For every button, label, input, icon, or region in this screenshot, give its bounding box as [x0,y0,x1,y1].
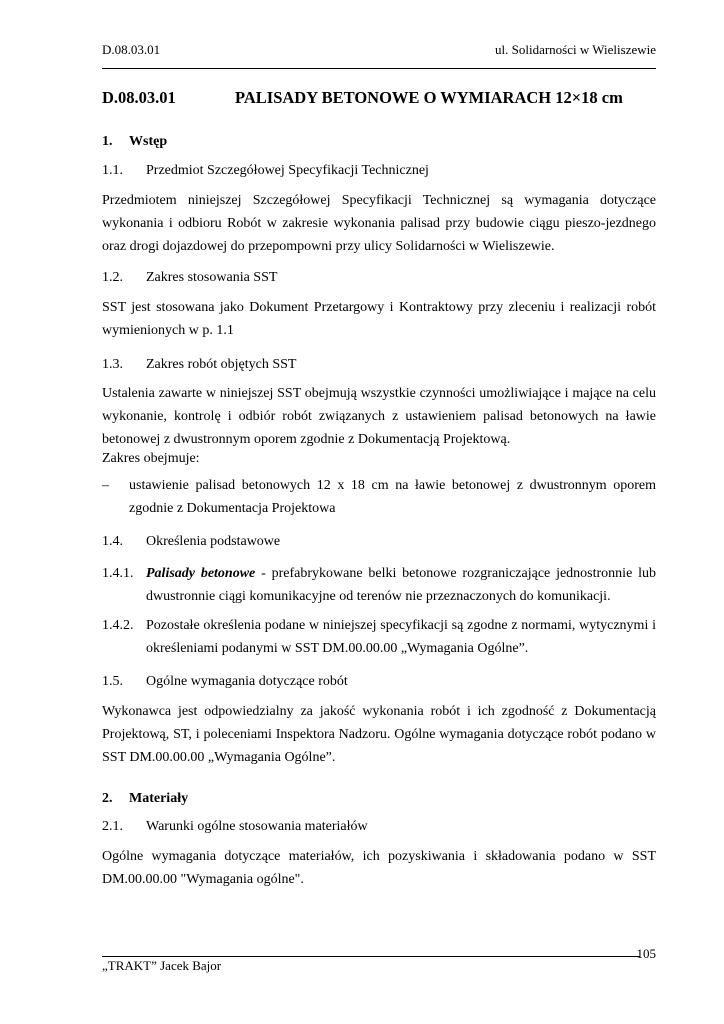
definition-text [146,562,656,608]
footer-company: „TRAKT” Jacek Bajor [102,958,222,973]
subsection-1-2-heading [102,270,277,286]
header-left: D.08.03.01 [102,42,161,57]
scope-list-item [102,474,656,520]
subsection-2-1-heading [102,819,368,835]
subsection-title: Zakres stosowania SST [146,270,278,285]
dash-bullet: – [102,478,109,493]
definition-number: 1.4.1. [102,566,134,581]
section-1-heading [102,134,167,150]
subsection-1-2-body: SST jest stosowana jako Dokument Przetargowy i Kontraktowy przy zleceniu i realizacji robót wymienionych w p. 1.1 [102,300,656,338]
document-title-text: PALISADY BETONOWE O WYMIARACH 12×18 cm [235,88,623,107]
subsection-number: 1.3. [102,357,123,372]
subsection-1-3-heading [102,357,296,373]
subsection-number: 2.1. [102,819,123,834]
page-number: 105 [636,946,656,961]
section-number: 2. [102,791,113,806]
subsection-title: Warunki ogólne stosowania materiałów [146,819,368,834]
definition-number: 1.4.2. [102,618,134,633]
subsection-number: 1.4. [102,534,123,549]
subsection-1-1-body: Przedmiotem niniejszej Szczegółowej Specyfikacji Technicznej są wymagania dotyczące wykonania i odbioru Robót w zakresie wykonania palisad przy budowie ciągu pieszo-jezdnego oraz drogi dojazdowej do przepompowni przy ulicy Solidarności w Wieliszewie. [102,193,656,254]
definition-1-4-2 [102,614,656,660]
scope-item-text: ustawienie palisad betonowych 12 x 18 cm na ławie betonowej z dwustronnym oporem zgodnie z Dokumentacja Projektowa [129,478,656,516]
scope-lead: Zakres obejmuje: [102,451,200,466]
subsection-number: 1.2. [102,270,123,285]
footer-rule [102,956,640,957]
section-title: Materiały [129,791,189,806]
subsection-title: Ogólne wymagania dotyczące robót [146,674,348,689]
subsection-1-5-body: Wykonawca jest odpowiedzialny za jakość wykonania robót i ich zgodność z Dokumentacją Projektową, ST, i poleceniami Inspektora Nadzoru. Ogólne wymagania dotyczące robót podano w SST DM.00.00.00 „Wymagania Ogólne”. [102,704,656,765]
definition-body: - prefabrykowane belki betonowe rozgraniczające jednostronnie lub dwustronnie ciągi komunikacyjne od terenów nie przeznaczonych do komunikacji. [146,566,656,604]
header-rule [102,68,656,69]
subsection-1-5-heading [102,674,348,690]
document-title [102,88,623,108]
definition-body: Pozostałe określenia podane w niniejszej specyfikacji są zgodne z normami, wytycznymi i określeniami podanymi w SST DM.00.00.00 „Wymagania Ogólne”. [146,618,656,656]
subsection-1-4-heading [102,534,280,550]
subsection-number: 1.5. [102,674,123,689]
subsection-2-1-body: Ogólne wymagania dotyczące materiałów, ich pozyskiwania i składowania podano w SST DM.00.00.00 "Wymagania ogólne". [102,849,656,887]
subsection-title: Przedmiot Szczegółowej Specyfikacji Technicznej [146,163,429,178]
document-code: D.08.03.01 [102,88,176,107]
section-title: Wstęp [129,134,168,149]
subsection-title: Określenia podstawowe [146,534,281,549]
definition-1-4-1 [102,562,656,608]
section-2-heading [102,791,188,807]
definition-term: Palisady betonowe [146,566,256,581]
subsection-1-1-heading [102,163,429,179]
subsection-1-3-body: Ustalenia zawarte w niniejszej SST obejmują wszystkie czynności umożliwiające i mające na celu wykonanie, kontrolę i odbiór robót związanych z ustawieniem palisad betonowych na ławie betonowej z dwustronnym oporem zgodnie z Dokumentacją Projektową. [102,386,656,447]
section-number: 1. [102,134,113,149]
subsection-number: 1.1. [102,163,123,178]
header-right: ul. Solidarności w Wieliszewie [495,42,656,57]
subsection-title: Zakres robót objętych SST [146,357,297,372]
